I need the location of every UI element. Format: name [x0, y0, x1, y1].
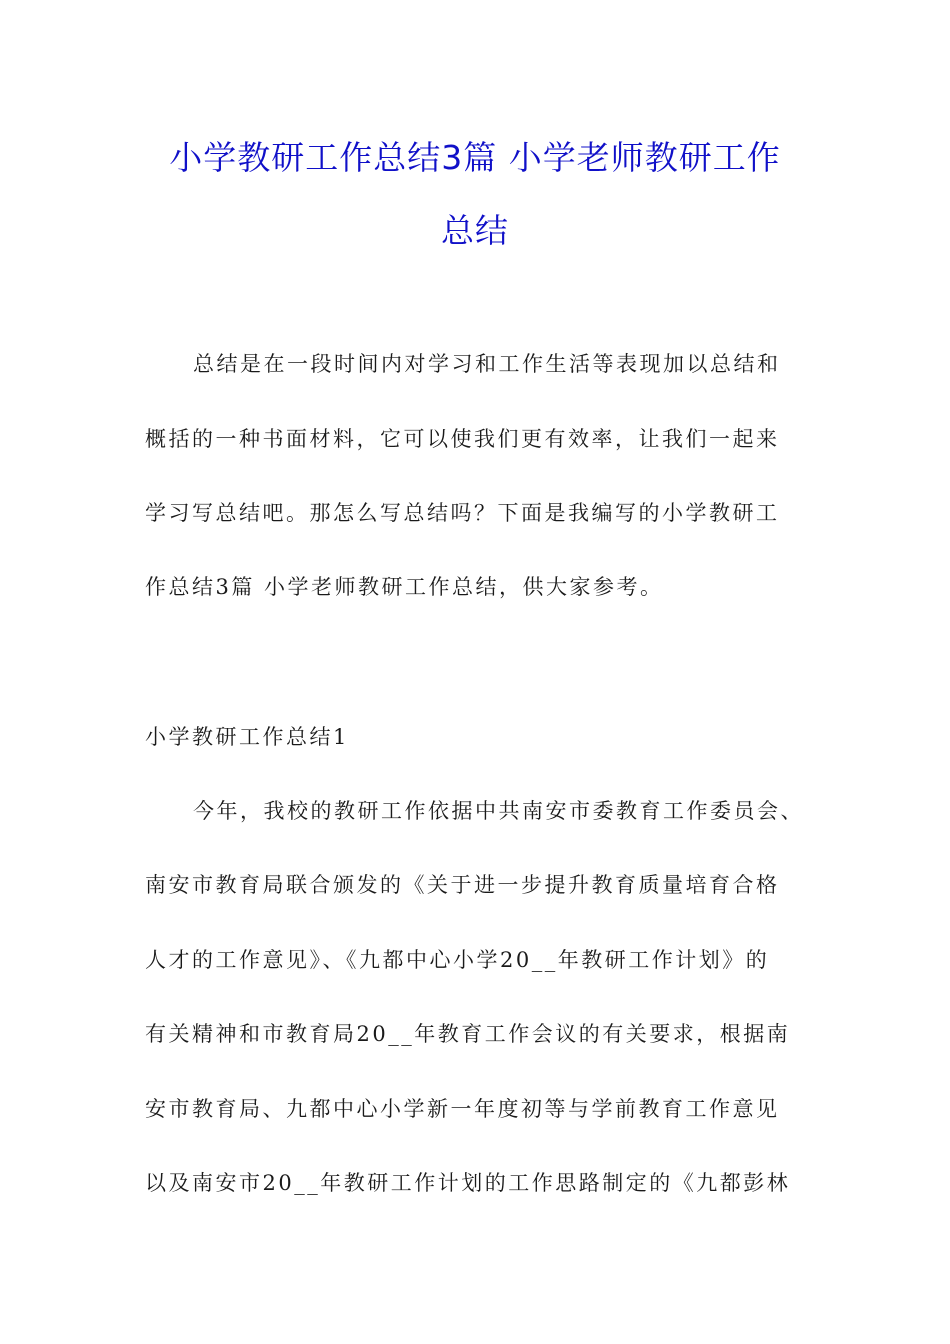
- body-line-2: 南安市教育局联合颁发的《关于进一步提升教育质量培育合格: [145, 873, 780, 897]
- document-title-line-2: 总结: [441, 211, 509, 250]
- body-line-6: 以及南安市20__年教研工作计划的工作思路制定的《九都彭林: [145, 1171, 791, 1195]
- intro-line-3: 学习写总结吧。那怎么写总结吗？下面是我编写的小学教研工: [145, 501, 780, 525]
- body-line-4: 有关精神和市教育局20__年教育工作会议的有关要求，根据南: [145, 1022, 791, 1046]
- body-line-5: 安市教育局、九都中心小学新一年度初等与学前教育工作意见: [145, 1097, 780, 1121]
- intro-line-2: 概括的一种书面材料，它可以使我们更有效率，让我们一起来: [145, 427, 780, 451]
- body-line-3: 人才的工作意见》、《九都中心小学20__年教研工作计划》的: [145, 948, 770, 972]
- body-line-1: 今年，我校的教研工作依据中共南安市委教育工作委员会、: [193, 799, 804, 823]
- document-title-line-1: 小学教研工作总结3篇 小学老师教研工作: [169, 138, 781, 177]
- intro-line-4: 作总结3篇 小学老师教研工作总结，供大家参考。: [145, 575, 664, 599]
- section-heading: 小学教研工作总结1: [145, 725, 349, 749]
- intro-line-1: 总结是在一段时间内对学习和工作生活等表现加以总结和: [193, 352, 781, 376]
